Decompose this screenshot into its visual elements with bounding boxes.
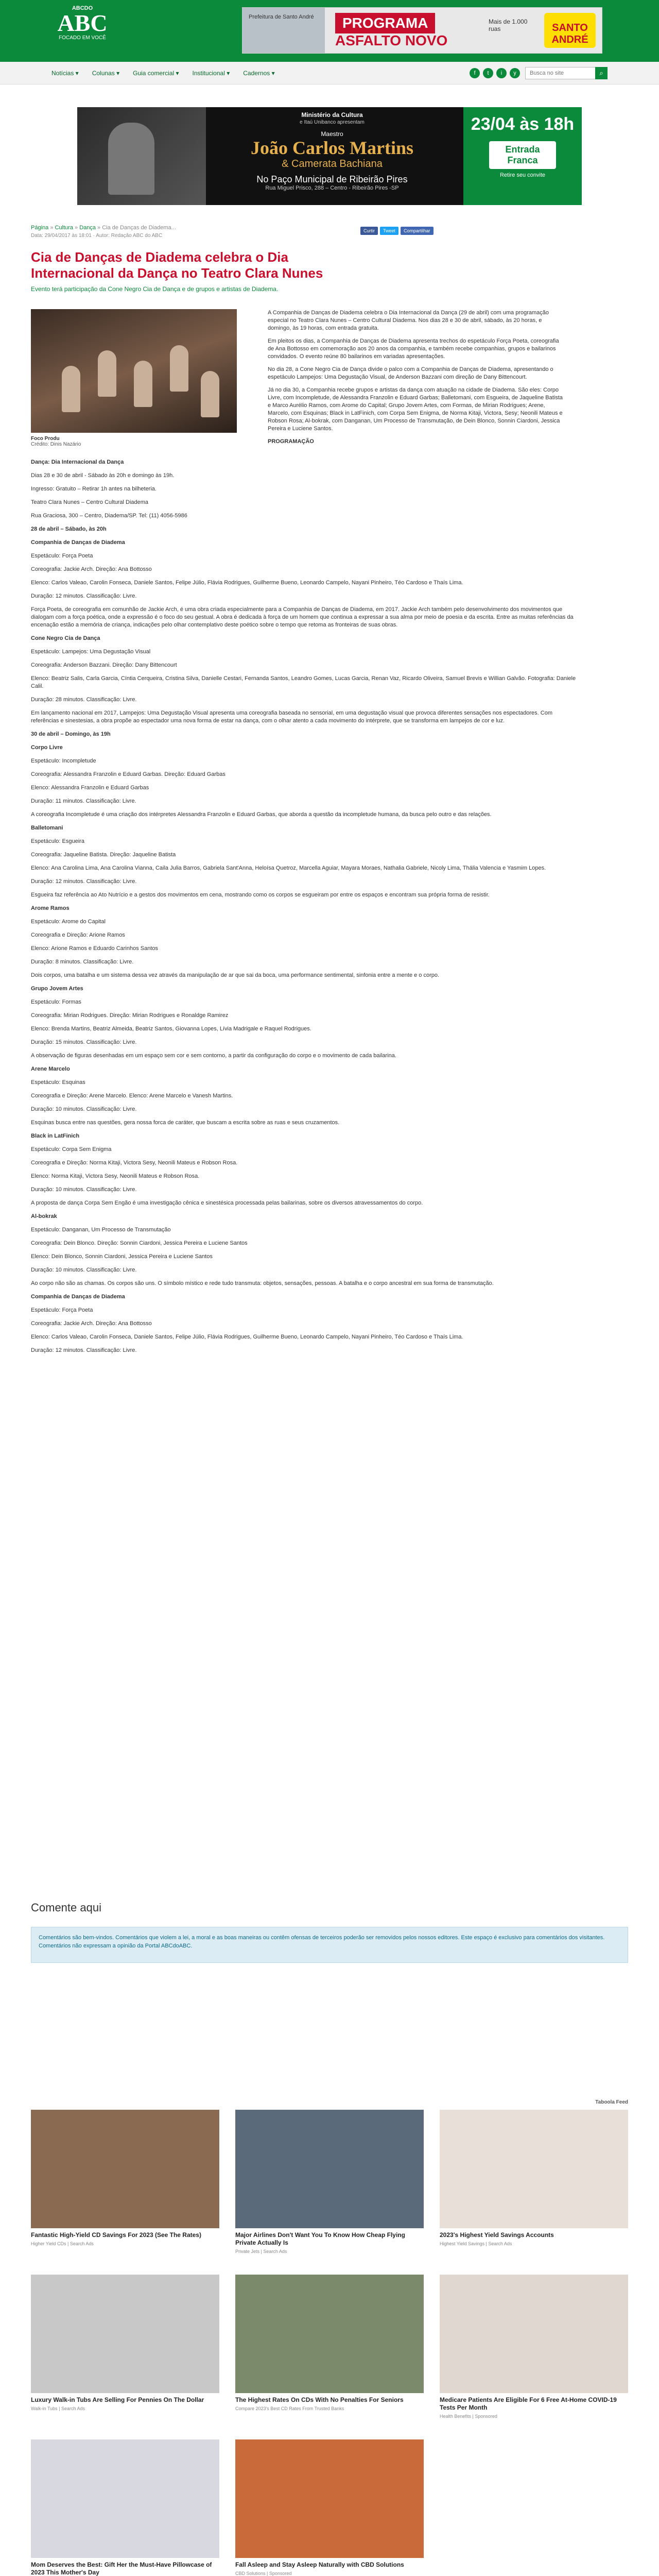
nav-item-noticias[interactable]: Notícias ▾ — [51, 70, 79, 77]
main-nav — [0, 62, 659, 84]
body-paragraph: A proposta de dança Corpa Sem Engão é uma investigação cênica e sinestésica processada pelas bailarinas, sobre os diversos atravessamentos do corpo. — [31, 1200, 423, 1206]
header — [0, 0, 659, 62]
sponsored-image — [31, 2275, 219, 2393]
body-paragraph: Elenco: Alessandra Franzolin e Eduard Garbas — [31, 785, 149, 791]
body-paragraph: Força Poeta, de coreografia em comunhão de Jackie Arch, é uma obra criada especialmente para a Companhia de Danças de Diadema, em 2017. Jackie Arch também pelo desenvolvimento dos movimentos que dialogam com a força poética, onde a expressão é o foco do seu gestual. A obra é dedicada à força de um homem que continua a expressar a sua alma por meio de poesia e da escrita. Entre as muitas referências da encenação estão a memória de criança, indicações pelo olhar contemplativo deste poético sobre o tempo que retoma as fronteiras de suas obras. — [31, 606, 574, 628]
body-paragraph: Duração: 11 minutos. Classificação: Livre. — [31, 798, 136, 804]
sponsored-card[interactable] — [31, 2110, 219, 2246]
feed-label: Taboola Feed — [595, 2099, 628, 2105]
banner-top-sub: e Itaú Unibanco apresentam — [300, 120, 365, 125]
banner-top-label: Ministério da Cultura — [301, 111, 363, 118]
sponsored-image — [31, 2110, 219, 2228]
body-paragraph: Duração: 15 minutos. Classificação: Livre. — [31, 1039, 137, 1045]
sponsored-title: Fantastic High-Yield CD Savings For 2023 (See The Rates) — [31, 2231, 201, 2239]
article-body — [31, 459, 577, 1360]
body-paragraph: Dias 28 e 30 de abril - Sábado às 20h e domingo às 19h. — [31, 472, 175, 479]
body-paragraph: Coreografia: Dein Blonco. Direção: Sonnin Ciardoni, Jessica Pereira e Luciene Santos — [31, 1240, 248, 1246]
intro-paragraph: A Companhia de Danças de Diadema celebra o Dia Internacional da Dança (29 de abril) com uma programação especial no Teatro Clara Nunes – Centro Cultural Diadema. Nos dias 28 e 30 de abril, sábado, às 20 horas, e domingo, às 19 horas, com entrada gratuita. — [268, 310, 549, 331]
sponsored-source: Highest Yield Savings | Search Ads — [440, 2241, 512, 2246]
site-logo[interactable] — [51, 5, 113, 56]
body-paragraph: Espetáculo: Formas — [31, 999, 81, 1005]
body-paragraph: Duração: 12 minutos. Classificação: Livre. — [31, 878, 137, 885]
sponsored-image — [440, 2275, 628, 2393]
body-paragraph: Esquinas busca entre nas questões, gera nossa forca de caráter, que buscam a escrita sobre as ruas e seus cruzamentos. — [31, 1120, 340, 1126]
body-paragraph: Elenco: Arione Ramos e Eduardo Carinhos Santos — [31, 945, 159, 952]
intro-paragraph: No dia 28, a Cone Negro Cia de Dança divide o palco com a Companhia de Danças de Diadema, apresentando o espetáculo Lampejos: Uma Degustação Visual, de Anderson Bazzani com direção de Dany Bittencourt. — [268, 366, 553, 380]
body-section-heading: 30 de abril – Domingo, às 19h — [31, 731, 111, 737]
body-paragraph: Espetáculo: Arome do Capital — [31, 919, 106, 925]
body-paragraph: Coreografia: Jackie Arch. Direção: Ana Bottosso — [31, 566, 152, 572]
programacao-heading: PROGRAMAÇÃO — [268, 438, 314, 445]
logo-top: ABCDO — [72, 5, 93, 11]
body-paragraph: Espetáculo: Força Poeta — [31, 1307, 93, 1313]
sponsored-image — [235, 2439, 424, 2558]
banner-location: No Paço Municipal de Ribeirão Pires — [256, 174, 408, 184]
breadcrumb-cultura[interactable]: Cultura — [55, 225, 73, 231]
body-paragraph: Duração: 28 minutos. Classificação: Livre. — [31, 697, 137, 703]
dancer-figure — [98, 350, 116, 397]
body-paragraph: Ingresso: Gratuito – Retirar 1h antes na bilheteria. — [31, 486, 157, 492]
dancer-figure — [170, 345, 188, 392]
body-paragraph: Espetáculo: Incompletude — [31, 758, 96, 764]
article-intro — [268, 309, 566, 446]
body-paragraph: Espetáculo: Esgueira — [31, 838, 84, 844]
article-lead: Evento terá participação da Cone Negro Cia de Dança e de grupos e artistas de Diadema. — [31, 285, 279, 293]
banner-subheadline: & Camerata Bachiana — [282, 158, 383, 170]
sponsored-title: Medicare Patients Are Eligible For 6 Free At-Home COVID-19 Tests Per Month — [440, 2396, 617, 2411]
article-meta: Data: 29/04/2017 às 18:01 · Autor: Redação ABC do ABC — [31, 233, 163, 239]
body-paragraph: Duração: 12 minutos. Classificação: Livre. — [31, 1347, 137, 1353]
body-section-heading: Dança: Dia Internacional da Dança — [31, 459, 124, 465]
promo-line1: PROGRAMA — [335, 13, 435, 33]
search-icon[interactable]: ⌕ — [595, 67, 608, 79]
body-paragraph: Esgueira faz referência ao Ato Nutrício e a gestos dos movimentos em cena, mostrando como os corpos se esgueiram por entre os espaços e encontram sua própria forma de resistir. — [31, 892, 490, 898]
photo-caption — [31, 436, 237, 447]
body-paragraph: Em lançamento nacional em 2017, Lampejos: Uma Degustação Visual apresenta uma coreografia baseada no sensorial, em uma degustação visual que provoca diferentes sensações nos espectadores. Com referências e sinestesias, a obra propõe ao espectador uma nova forma de estar na dança, com o olhar atento a cada movimento do intérprete, que se transforma em lampejos de cor e luz. — [31, 710, 552, 724]
body-paragraph: A coreografia Incompletude é uma criação dos intérpretes Alessandra Franzolin e Eduard Garbas, que aborda a questão da incompletude humana, da busca pelo outro e das relações. — [31, 811, 492, 818]
sponsored-title: Luxury Walk-in Tubs Are Selling For Pennies On The Dollar — [31, 2396, 204, 2403]
banner-date: 23/04 às 18h — [471, 114, 575, 134]
nav-item-cadernos[interactable]: Cadernos ▾ — [243, 70, 275, 77]
body-paragraph: Elenco: Brenda Martins, Beatriz Almeida, Beatriz Santos, Giovanna Lopes, Lívia Madrigale e Raquel Rodrigues. — [31, 1026, 311, 1032]
body-section-heading: Arene Marcelo — [31, 1066, 70, 1072]
body-paragraph: Espetáculo: Lampejos: Uma Degustação Visual — [31, 649, 151, 655]
sponsored-card[interactable] — [440, 2275, 628, 2419]
article-photo[interactable] — [31, 309, 237, 433]
breadcrumb: Página » Cultura » Dança » Cia de Danças de Diadema... — [31, 225, 176, 231]
body-paragraph: Elenco: Beatriz Salis, Carla Garcia, Cíntia Cerqueira, Cristina Silva, Danielle Cestari, Fernanda Santos, Leandro Gomes, Lucas Garcia, Renan Vaz, Ricardo Oliveira, Samuel Brevis e Willian Galvão. Fotografia: Daniele Calil. — [31, 675, 576, 689]
body-paragraph: Coreografia: Alessandra Franzolin e Eduard Garbas. Direção: Eduard Garbas — [31, 771, 226, 777]
banner-small: Maestro — [321, 130, 343, 138]
sponsored-card[interactable] — [31, 2275, 219, 2411]
sponsored-title: Mom Deserves the Best: Gift Her the Must-Have Pillowcase of 2023 This Mother's Day — [31, 2561, 212, 2576]
sponsored-card[interactable] — [31, 2439, 219, 2576]
body-paragraph: Espetáculo: Força Poeta — [31, 553, 93, 559]
sponsored-image — [440, 2110, 628, 2228]
sponsored-title: Fall Asleep and Stay Asleep Naturally with CBD Solutions — [235, 2561, 404, 2568]
breadcrumb-current: Cia de Danças de Diadema... — [102, 225, 176, 231]
banner-photo — [77, 107, 206, 205]
body-paragraph: Elenco: Carlos Valeao, Carolin Fonseca, Daniele Santos, Felipe Júlio, Flávia Rodrigues, Guilherme Bueno, Leonardo Campelo, Nayani Pinheiro, Téo Cardoso e Thaís Lima. — [31, 1334, 463, 1340]
body-paragraph: Duração: 12 minutos. Classificação: Livre. — [31, 593, 137, 599]
intro-paragraph: Em pleitos os dias, a Companhia de Danças de Diadema apresenta trechos do espetáculo Força Poeta, coreografia de Ana Bottosso em comemoração aos 20 anos da companhia, e também recebe companhias, grupos e bailarinos convidados. O evento reúne 80 bailarinos em variadas apresentações. — [268, 338, 559, 360]
comments-note: Comentários são bem-vindos. Comentários que violem a lei, a moral e as boas maneiras ou contêm ofensas de terceiros poderão ser removidos pelos nossos editores. Este espaço é exclusivo para comentários dos visitantes. Comentários não expressam a opinião da Portal ABCdoABC. — [31, 1927, 628, 1963]
logo-main: ABC — [57, 10, 108, 36]
caption-title: Foco Produ — [31, 436, 60, 442]
promo-banner[interactable] — [242, 7, 602, 54]
body-paragraph: Coreografia e Direção: Arione Ramos — [31, 932, 125, 938]
sponsored-image — [31, 2439, 219, 2558]
banner-headline: João Carlos Martins — [251, 138, 413, 158]
tweet-button[interactable]: Tweet — [380, 227, 398, 235]
event-banner[interactable] — [77, 107, 582, 205]
sponsored-card[interactable] — [235, 2110, 424, 2254]
like-button[interactable]: Curtir — [360, 227, 378, 235]
body-paragraph: Elenco: Dein Blonco, Sonnin Ciardoni, Jessica Pereira e Luciene Santos — [31, 1253, 213, 1260]
promo-sub: Mais de 1.000 ruas — [489, 18, 528, 32]
sponsored-image — [235, 2110, 424, 2228]
body-paragraph: Espetáculo: Corpa Sem Enigma — [31, 1146, 112, 1153]
sponsored-source: Private Jets | Search Ads — [235, 2249, 287, 2254]
caption-credit: Crédito: Dinis Nazário — [31, 442, 81, 447]
body-paragraph: Elenco: Ana Carolina Lima, Ana Carolina Vianna, Caila Julia Barros, Gabriela Sant'Anna, Heloísa Quetroz, Marcella Aguiar, Mayara Moraes, Nathalia Gabriele, Nicoly Lima, Thália Valencia e Yasmim Lopes. — [31, 865, 546, 871]
banner-address: Rua Miguel Prisco, 288 – Centro - Ribeirão Pires -SP — [265, 185, 399, 191]
sponsored-title: 2023's Highest Yield Savings Accounts — [440, 2231, 554, 2239]
body-paragraph: A observação de figuras desenhadas em um espaço sem cor e sem contorno, a partir da configuração do corpo e o movimento de cada bailarina. — [31, 1053, 396, 1059]
logo-sub: FOCADO EM VOCÊ — [59, 35, 106, 41]
body-paragraph: Coreografia e Direção: Norma Kitaji, Victora Sesy, Neonili Mateus e Robson Rosa. — [31, 1160, 238, 1166]
banner-entry: Entrada Franca — [489, 141, 556, 169]
promo-left: Prefeitura de Santo André — [242, 8, 325, 53]
share-button[interactable]: Compartilhar — [401, 227, 433, 235]
body-paragraph: Duração: 8 minutos. Classificação: Livre. — [31, 959, 134, 965]
sponsored-source: Walk-in Tubs | Search Ads — [31, 2406, 85, 2411]
sponsored-source: Compare 2023's Best CD Rates From Trusted Banks — [235, 2406, 344, 2411]
banner-date-block — [463, 107, 582, 205]
sponsored-source: Health Benefits | Sponsored — [440, 2414, 497, 2419]
body-paragraph: Ao corpo não são as chamas. Os corpos são uns. O símbolo místico e rede tudo transmuta: objetos, sensações, pessoas. A batalha e o corpo ancestral em sua forma de transmutação. — [31, 1280, 494, 1286]
body-section-heading: Balletomani — [31, 825, 63, 831]
sponsored-image — [235, 2275, 424, 2393]
body-paragraph: Coreografia: Mirian Rodrigues. Direção: Mirian Rodrigues e Ronaldge Ramirez — [31, 1012, 229, 1019]
facebook-icon[interactable]: f — [470, 68, 480, 78]
body-section-heading: Arome Ramos — [31, 905, 70, 911]
sponsored-card[interactable] — [235, 2275, 424, 2411]
youtube-icon[interactable]: y — [510, 68, 520, 78]
dancer-figure — [201, 371, 219, 417]
nav-item-guia[interactable]: Guia comercial ▾ — [133, 70, 179, 77]
nav-item-institucional[interactable]: Institucional ▾ — [192, 70, 230, 77]
body-paragraph: Elenco: Carlos Valeao, Carolin Fonseca, Daniele Santos, Felipe Júlio, Flávia Rodrigues, Guilherme Bueno, Leonardo Campelo, Nayani Pinheiro, Téo Cardoso e Thaís Lima. — [31, 580, 463, 586]
body-paragraph: Elenco: Norma Kitaji, Victora Sesy, Neonili Mateus e Robson Rosa. — [31, 1173, 200, 1179]
social-links — [466, 68, 520, 78]
dancer-figure — [134, 361, 152, 407]
promo-badge: SANTO ANDRÉ — [544, 13, 596, 48]
body-section-heading: Cone Negro Cia de Dança — [31, 635, 100, 641]
twitter-icon[interactable]: t — [483, 68, 493, 78]
sponsored-card[interactable] — [440, 2110, 628, 2246]
body-section-heading: Corpo Livre — [31, 744, 63, 751]
body-paragraph: Coreografia e Direção: Arene Marcelo. Elenco: Arene Marcelo e Vanesh Martins. — [31, 1093, 233, 1099]
body-paragraph: Duração: 10 minutos. Classificação: Livre. — [31, 1106, 137, 1112]
promo-line2: ASFALTO NOVO — [335, 32, 448, 48]
body-section-heading: Companhia de Danças de Diadema — [31, 1294, 125, 1300]
body-section-heading: 28 de abril – Sábado, às 20h — [31, 526, 107, 532]
comments-title: Comente aqui — [31, 1901, 101, 1914]
sponsored-card[interactable] — [235, 2439, 424, 2576]
body-paragraph: Coreografia: Jackie Arch. Direção: Ana Bottosso — [31, 1320, 152, 1327]
article-title: Cia de Danças de Diadema celebra o Dia Internacional da Dança no Teatro Clara Nunes — [31, 249, 323, 281]
body-paragraph: Coreografia: Jaqueline Batista. Direção: Jaqueline Batista — [31, 852, 176, 858]
breadcrumb-danca[interactable]: Dança — [79, 225, 96, 231]
instagram-icon[interactable]: i — [496, 68, 507, 78]
body-section-heading: Al-bokrak — [31, 1213, 57, 1219]
dancer-figure — [62, 366, 80, 412]
sponsored-source: CBD Solutions | Sponsored — [235, 2571, 292, 2576]
banner-text — [211, 111, 453, 191]
body-paragraph: Duração: 10 minutos. Classificação: Livre. — [31, 1267, 137, 1273]
breadcrumb-home[interactable]: Página — [31, 225, 49, 231]
sponsored-title: Major Airlines Don't Want You To Know How Cheap Flying Private Actually Is — [235, 2231, 405, 2246]
body-section-heading: Grupo Jovem Artes — [31, 986, 83, 992]
sponsored-source: Higher Yield CDs | Search Ads — [31, 2241, 94, 2246]
body-section-heading: Companhia de Danças de Diadema — [31, 539, 125, 546]
share-buttons — [360, 227, 436, 235]
body-paragraph: Dois corpos, uma batalha e um sistema dessa vez através da manipulação de ar que sai da boca, uma performance sentimental, sinfonia entre a mente e o corpo. — [31, 972, 440, 978]
nav-items — [51, 62, 288, 84]
body-paragraph: Duração: 10 minutos. Classificação: Livre. — [31, 1187, 137, 1193]
body-paragraph: Coreografia: Anderson Bazzani. Direção: Dany Bittencourt — [31, 662, 177, 668]
body-paragraph: Teatro Clara Nunes – Centro Cultural Diadema — [31, 499, 149, 505]
sponsored-title: The Highest Rates On CDs With No Penalties For Seniors — [235, 2396, 404, 2403]
body-paragraph: Espetáculo: Esquinas — [31, 1079, 85, 1086]
body-section-heading: Black in LatFinich — [31, 1133, 80, 1139]
body-paragraph: Espetáculo: Danganan, Um Processo de Transmutação — [31, 1227, 171, 1233]
intro-paragraph: Já no dia 30, a Companhia recebe grupos e artistas da dança com atuação na cidade de Diadema. São eles: Corpo Livre, com Incompletude, de Alessandra Franzolin e Eduard Garbas; Balletomani, com Esgueira, de Jaqueline Batista e Marco Aurélio Ramos, com Arome do Capital; Grupo Jovem Artes, com Formas, de Mirian Rodrigues; Arene, Marcelo, com Esquinas; Black in LatFinich, com Corpa Sem Enigma, de Norma Kitaji, Victora, Sesy; Neonili Mateus e Robson Rosa; Al-bokrak, com Danganan, Um Processo de Transmutação, de Dein Blonco, Sonnin Ciardoni, Jessica Pereira e Luciene Santos. — [268, 387, 563, 432]
nav-item-colunas[interactable]: Colunas ▾ — [92, 70, 120, 77]
body-paragraph: Rua Graciosa, 300 – Centro, Diadema/SP. Tel: (11) 4056-5986 — [31, 513, 187, 519]
banner-rel: Retire seu convite — [499, 172, 546, 178]
